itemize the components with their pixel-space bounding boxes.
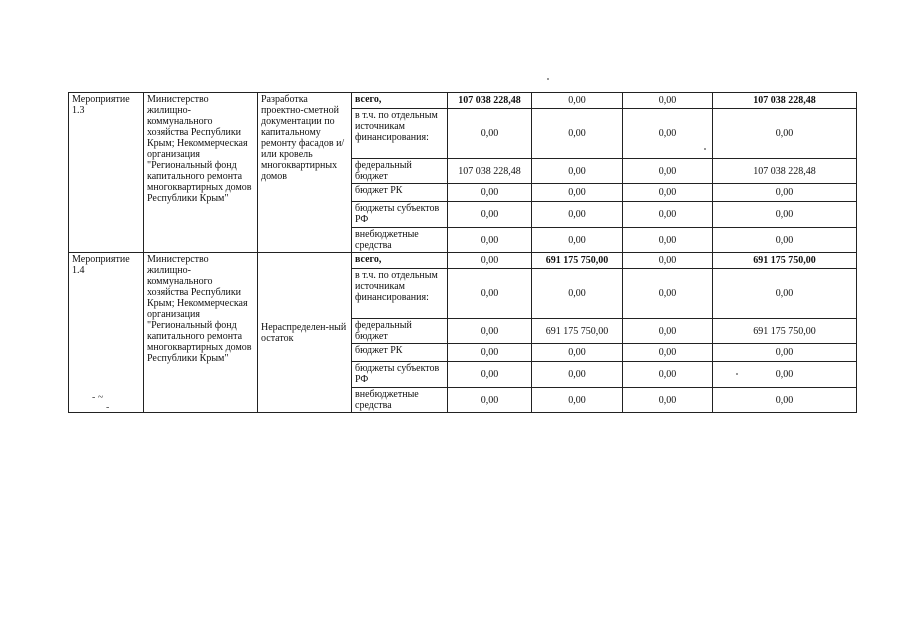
activity-id-cell: Мероприятие 1.4 xyxy=(69,253,144,413)
scan-speck xyxy=(704,148,706,150)
amount-cell-3: 0,00 xyxy=(623,269,713,319)
amount-cell-3: 0,00 xyxy=(623,109,713,159)
description-cell: Нераспределен-ный остаток xyxy=(258,253,352,413)
amount-cell-2: 691 175 750,00 xyxy=(532,319,623,344)
amount-cell-4: 0,00 xyxy=(713,269,857,319)
amount-cell-4: 107 038 228,48 xyxy=(713,93,857,109)
budget-table xyxy=(68,92,857,413)
executor-cell: Министерство жилищно-коммунального хозяйства Республики Крым; Некоммерческая организация "Региональный фонд капитального ремонта многоквартирных домов Республики Крым" xyxy=(144,93,258,253)
amount-cell-4: 691 175 750,00 xyxy=(713,253,857,269)
funding-source-cell: всего, xyxy=(352,93,448,109)
amount-cell-3: 0,00 xyxy=(623,344,713,362)
funding-source-cell: бюджет РК xyxy=(352,184,448,202)
amount-cell-1: 0,00 xyxy=(448,109,532,159)
amount-cell-4: 0,00 xyxy=(713,109,857,159)
amount-cell-4: 0,00 xyxy=(713,344,857,362)
amount-cell-1: 0,00 xyxy=(448,362,532,388)
amount-cell-4: 0,00 xyxy=(713,362,857,388)
amount-cell-4: 0,00 xyxy=(713,202,857,228)
table-row xyxy=(69,93,857,109)
amount-cell-4: 0,00 xyxy=(713,388,857,413)
amount-cell-1: 0,00 xyxy=(448,388,532,413)
amount-cell-1: 0,00 xyxy=(448,253,532,269)
amount-cell-4: 107 038 228,48 xyxy=(713,159,857,184)
funding-source-cell: федеральный бюджет xyxy=(352,159,448,184)
amount-cell-1: 0,00 xyxy=(448,228,532,253)
scan-speck xyxy=(736,373,738,375)
amount-cell-2: 0,00 xyxy=(532,159,623,184)
scan-mark: - xyxy=(106,402,110,413)
funding-source-cell: бюджет РК xyxy=(352,344,448,362)
amount-cell-2: 0,00 xyxy=(532,388,623,413)
amount-cell-1: 0,00 xyxy=(448,269,532,319)
amount-cell-3: 0,00 xyxy=(623,93,713,109)
amount-cell-1: 0,00 xyxy=(448,202,532,228)
amount-cell-3: 0,00 xyxy=(623,362,713,388)
scan-speck xyxy=(547,78,549,80)
funding-source-cell: в т.ч. по отдельным источникам финансирования: xyxy=(352,269,448,319)
amount-cell-1: 107 038 228,48 xyxy=(448,159,532,184)
funding-source-cell: в т.ч. по отдельным источникам финансирования: xyxy=(352,109,448,159)
amount-cell-2: 0,00 xyxy=(532,228,623,253)
amount-cell-3: 0,00 xyxy=(623,253,713,269)
funding-source-cell: бюджеты субъектов РФ xyxy=(352,202,448,228)
executor-cell: Министерство жилищно-коммунального хозяйства Республики Крым; Некоммерческая организация "Региональный фонд капитального ремонта многоквартирных домов Республики Крым" xyxy=(144,253,258,413)
funding-source-cell: бюджеты субъектов РФ xyxy=(352,362,448,388)
amount-cell-2: 0,00 xyxy=(532,362,623,388)
amount-cell-2: 0,00 xyxy=(532,184,623,202)
amount-cell-3: 0,00 xyxy=(623,228,713,253)
amount-cell-2: 0,00 xyxy=(532,344,623,362)
amount-cell-1: 0,00 xyxy=(448,344,532,362)
activity-id-cell: Мероприятие 1.3 xyxy=(69,93,144,253)
amount-cell-1: 0,00 xyxy=(448,319,532,344)
amount-cell-2: 0,00 xyxy=(532,202,623,228)
funding-source-cell: федеральный бюджет xyxy=(352,319,448,344)
amount-cell-3: 0,00 xyxy=(623,319,713,344)
amount-cell-2: 691 175 750,00 xyxy=(532,253,623,269)
amount-cell-2: 0,00 xyxy=(532,269,623,319)
table-row xyxy=(69,253,857,269)
scan-mark: - ~ xyxy=(92,392,104,403)
funding-source-cell: всего, xyxy=(352,253,448,269)
budget-table-body xyxy=(69,93,857,413)
amount-cell-4: 691 175 750,00 xyxy=(713,319,857,344)
amount-cell-4: 0,00 xyxy=(713,184,857,202)
amount-cell-3: 0,00 xyxy=(623,159,713,184)
amount-cell-2: 0,00 xyxy=(532,93,623,109)
amount-cell-1: 0,00 xyxy=(448,184,532,202)
funding-source-cell: внебюджетные средства xyxy=(352,388,448,413)
amount-cell-3: 0,00 xyxy=(623,202,713,228)
amount-cell-3: 0,00 xyxy=(623,184,713,202)
amount-cell-3: 0,00 xyxy=(623,388,713,413)
amount-cell-1: 107 038 228,48 xyxy=(448,93,532,109)
amount-cell-4: 0,00 xyxy=(713,228,857,253)
amount-cell-2: 0,00 xyxy=(532,109,623,159)
description-cell: Разработка проектно-сметной документации по капитальному ремонту фасадов и/или кровель многоквартирных домов xyxy=(258,93,352,253)
funding-source-cell: внебюджетные средства xyxy=(352,228,448,253)
